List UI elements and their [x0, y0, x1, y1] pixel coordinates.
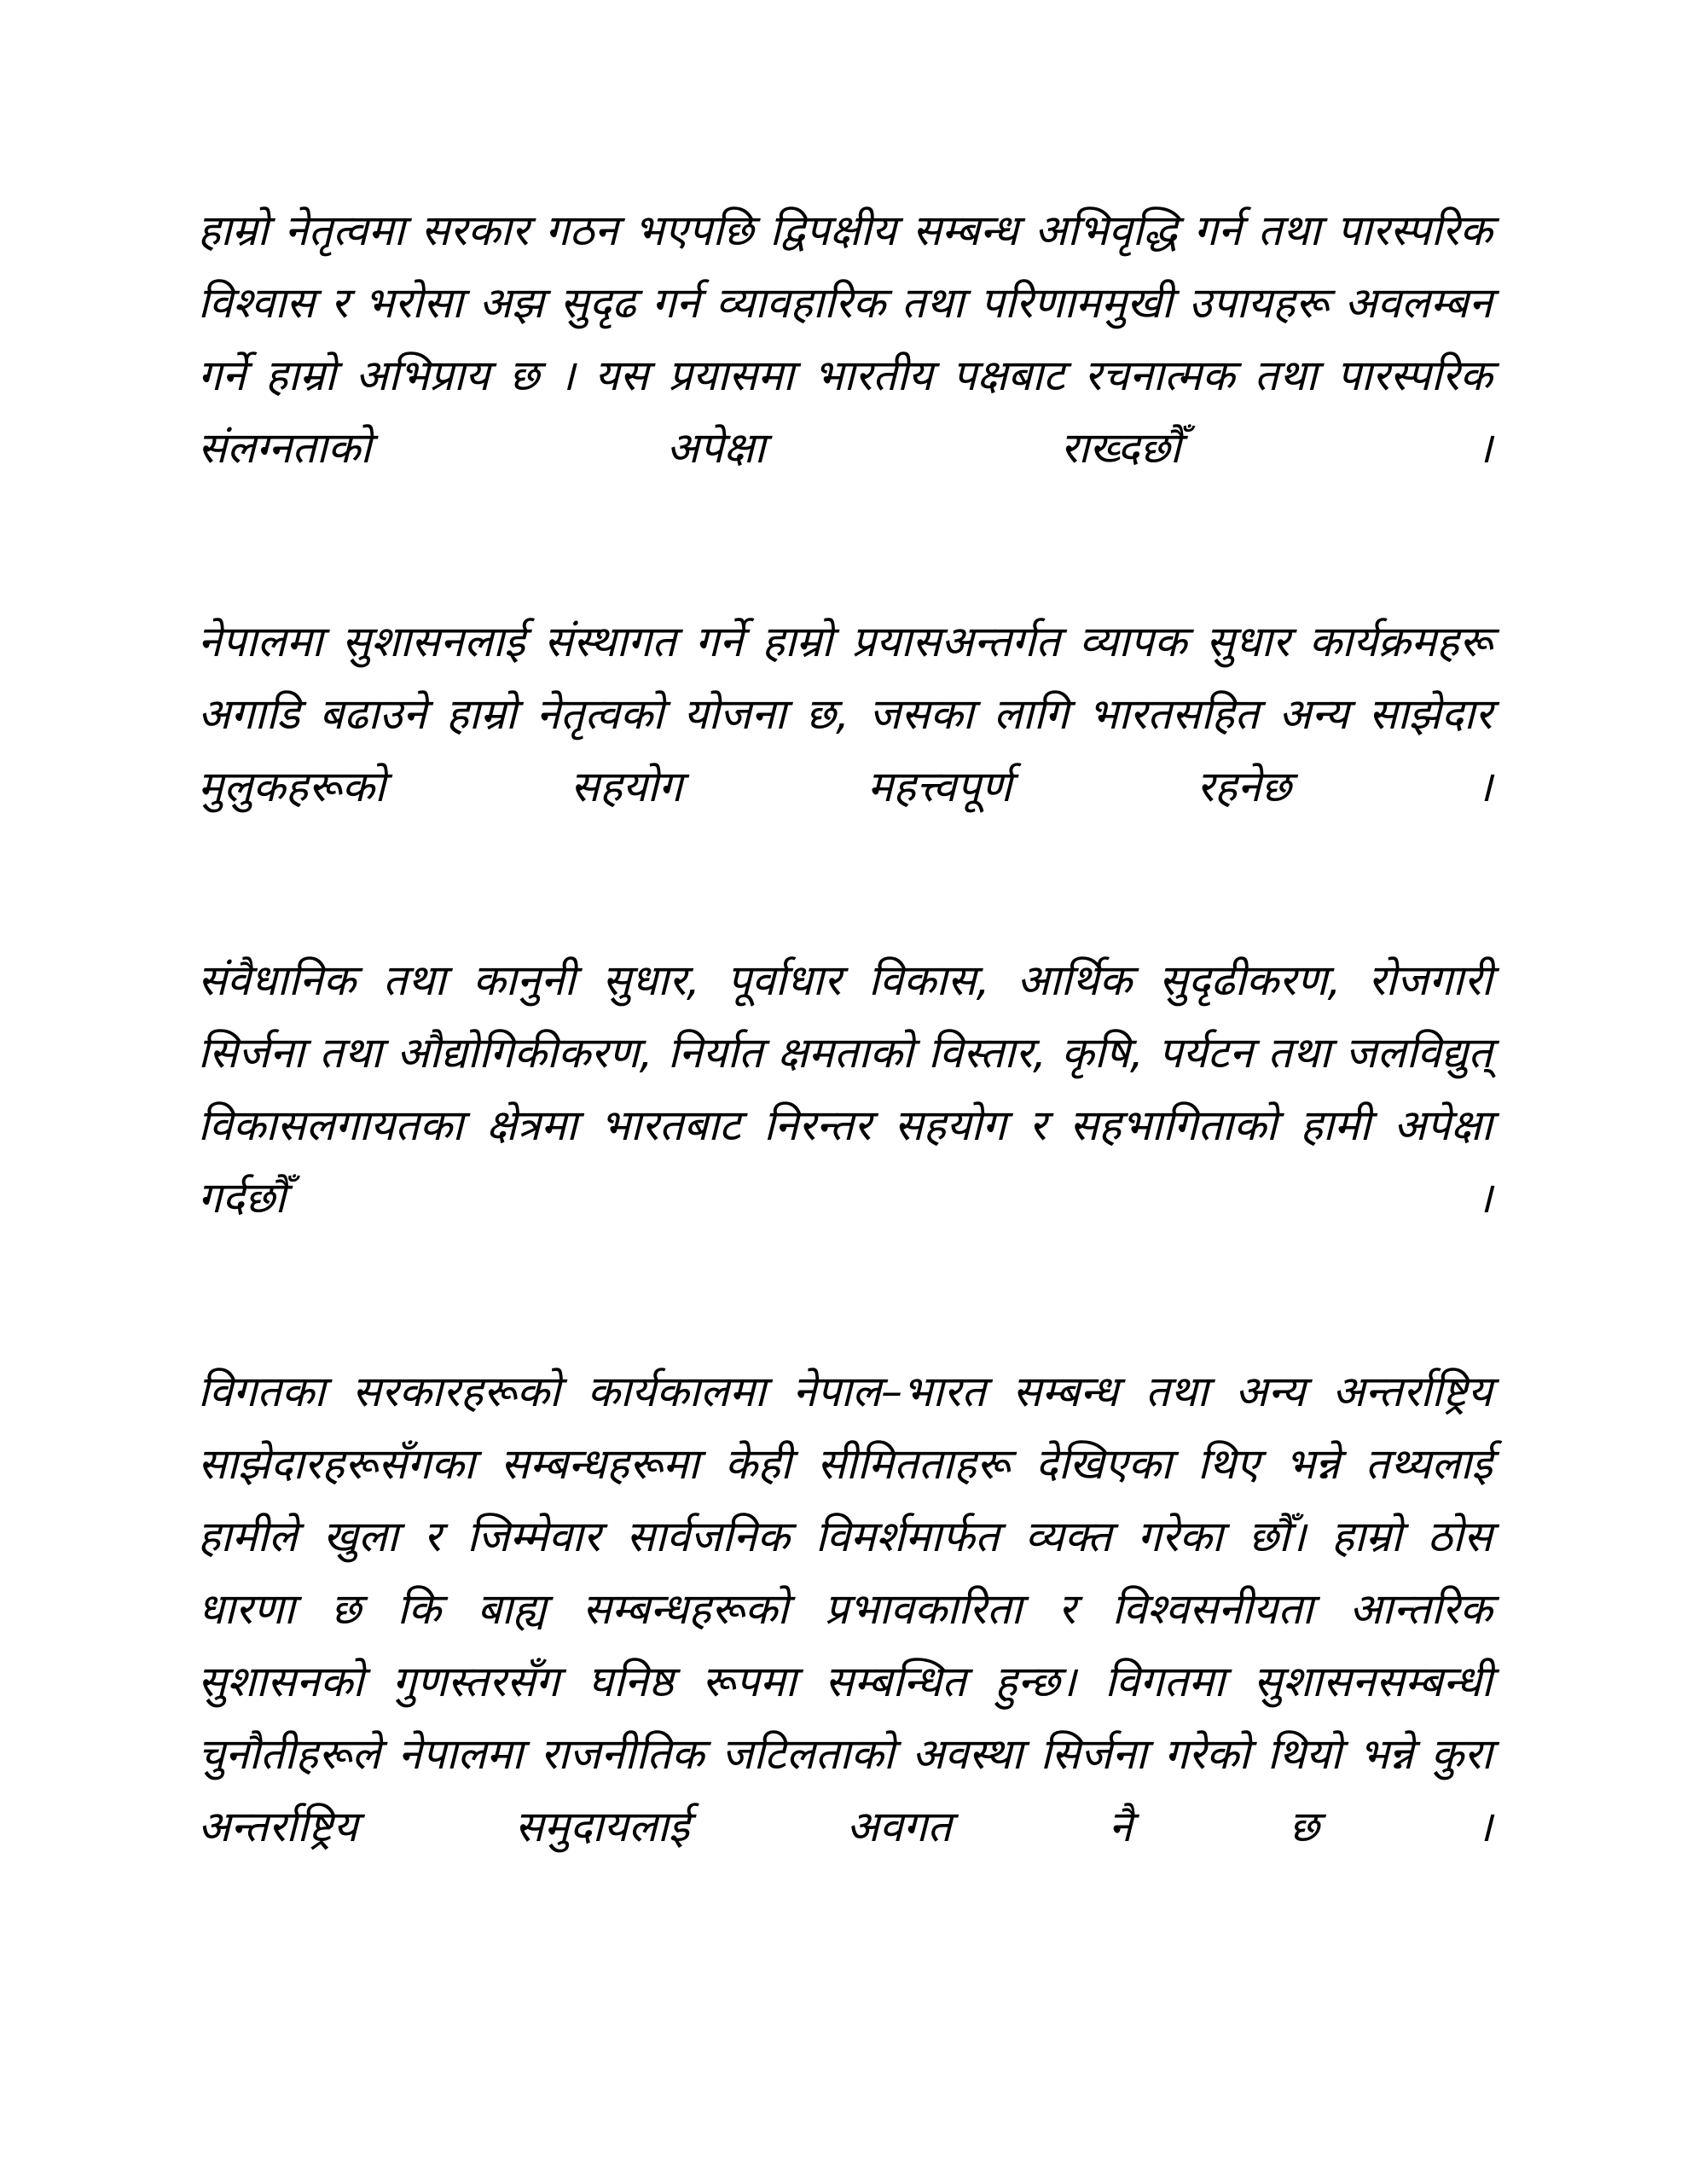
- paragraph-4: विगतका सरकारहरूको कार्यकालमा नेपाल–भारत सम्बन्ध तथा अन्य अन्तर्राष्ट्रिय साझेदारहरूसँगका सम्बन्धहरूमा केही सीमितताहरू देखिएका थिए भन्ने तथ्यलाई हामीले खुला र जिम्मेवार सार्वजनिक विमर्शमार्फत व्यक्त गरेका छौँ। हाम्रो ठोस धारणा छ कि बाह्य सम्बन्धहरूको प्रभावकारिता र विश्वसनीयता आन्तरिक सुशासनको गुणस्तरसँग घनिष्ठ रूपमा सम्बन्धित हुन्छ। विगतमा सुशासनसम्बन्धी चुनौतीहरूले नेपालमा राजनीतिक जटिलताको अवस्था सिर्जना गरेको थियो भन्ने कुरा अन्तर्राष्ट्रिय समुदायलाई अवगत नै छ ।: [198, 1367, 1493, 1851]
- paragraph-2: नेपालमा सुशासनलाई संस्थागत गर्ने हाम्रो प्रयासअन्तर्गत व्यापक सुधार कार्यक्रमहरू अगाडि बढाउने हाम्रो नेतृत्वको योजना छ, जसका लागि भारतसहित अन्य साझेदार मुलुकहरूको सहयोग महत्त्वपूर्ण रहनेछ ।: [198, 617, 1493, 811]
- paragraph-3: संवैधानिक तथा कानुनी सुधार, पूर्वाधार विकास, आर्थिक सुदृढीकरण, रोजगारी सिर्जना तथा औद्योगिकीकरण, निर्यात क्षमताको विस्तार, कृषि, पर्यटन तथा जलविद्युत् विकासलगायतका क्षेत्रमा भारतबाट निरन्तर सहयोग र सहभागिताको हामी अपेक्षा गर्दछौँ ।: [198, 956, 1493, 1223]
- document-body: [198, 195, 1493, 1936]
- paragraph-1: हाम्रो नेतृत्वमा सरकार गठन भएपछि द्विपक्षीय सम्बन्ध अभिवृद्धि गर्न तथा पारस्परिक विश्वास र भरोसा अझ सुदृढ गर्न व्यावहारिक तथा परिणाममुखी उपायहरू अवलम्बन गर्ने हाम्रो अभिप्राय छ । यस प्रयासमा भारतीय पक्षबाट रचनात्मक तथा पारस्परिक संलग्नताको अपेक्षा राख्दछौँ ।: [198, 206, 1493, 473]
